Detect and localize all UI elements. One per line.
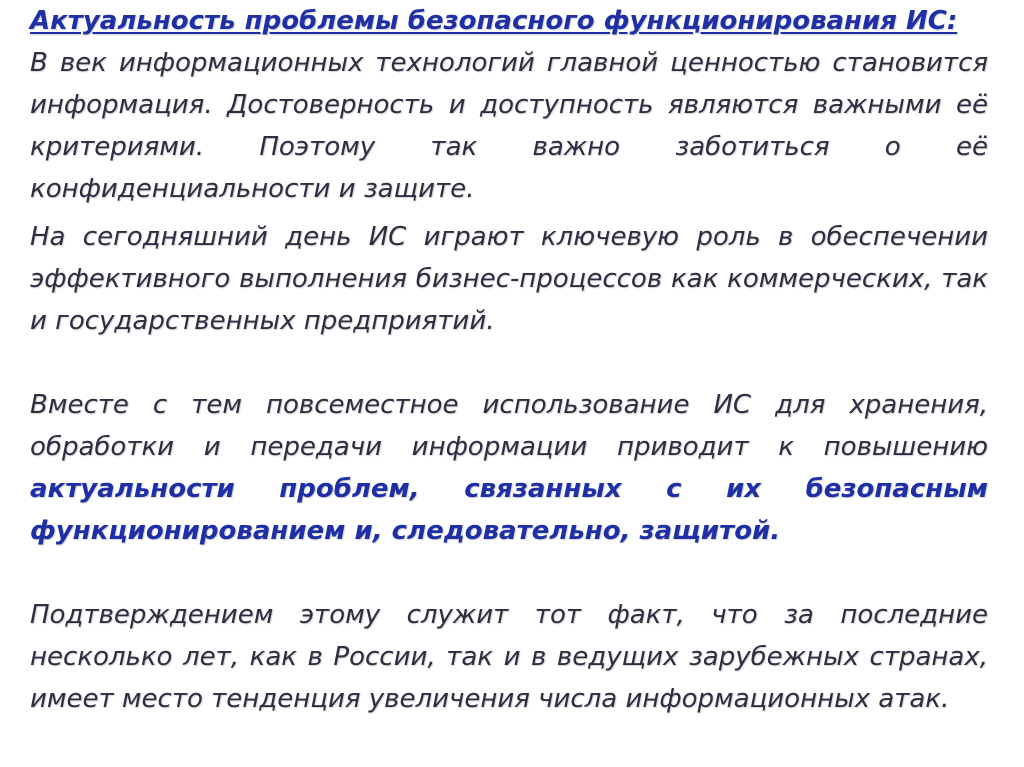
paragraph-4: Подтверждением этому служит тот факт, что за последние несколько лет, как в России, так и в ведущих зарубежных странах, имеет место тенденция увеличения числа информационных атак. [30,600,988,714]
paragraph-spacer [30,342,988,384]
paragraph-3 [30,384,988,552]
paragraph-2: На сегодняшний день ИС играют ключевую роль в обеспечении эффективного выполнения бизнес-процессов как коммерческих, так и государственных предприятий. [30,222,988,336]
slide-heading: Актуальность проблемы безопасного функционирования ИС: [30,6,958,36]
paragraph-spacer [30,552,988,594]
paragraph-3-lead: Вместе с тем повсеместное использование ИС для хранения, обработки и передачи информации приводит к повышению [30,390,988,462]
paragraph-1: В век информационных технологий главной ценностью становится информация. Достоверность и доступность являются важными её критериями. Поэтому так важно заботиться о её конфиденциальности и защите. [30,48,988,204]
slide-content [30,0,988,720]
paragraph-3-emphasis: актуальности проблем, связанных с их безопасным функционированием и, следовательно, защитой. [30,474,988,546]
